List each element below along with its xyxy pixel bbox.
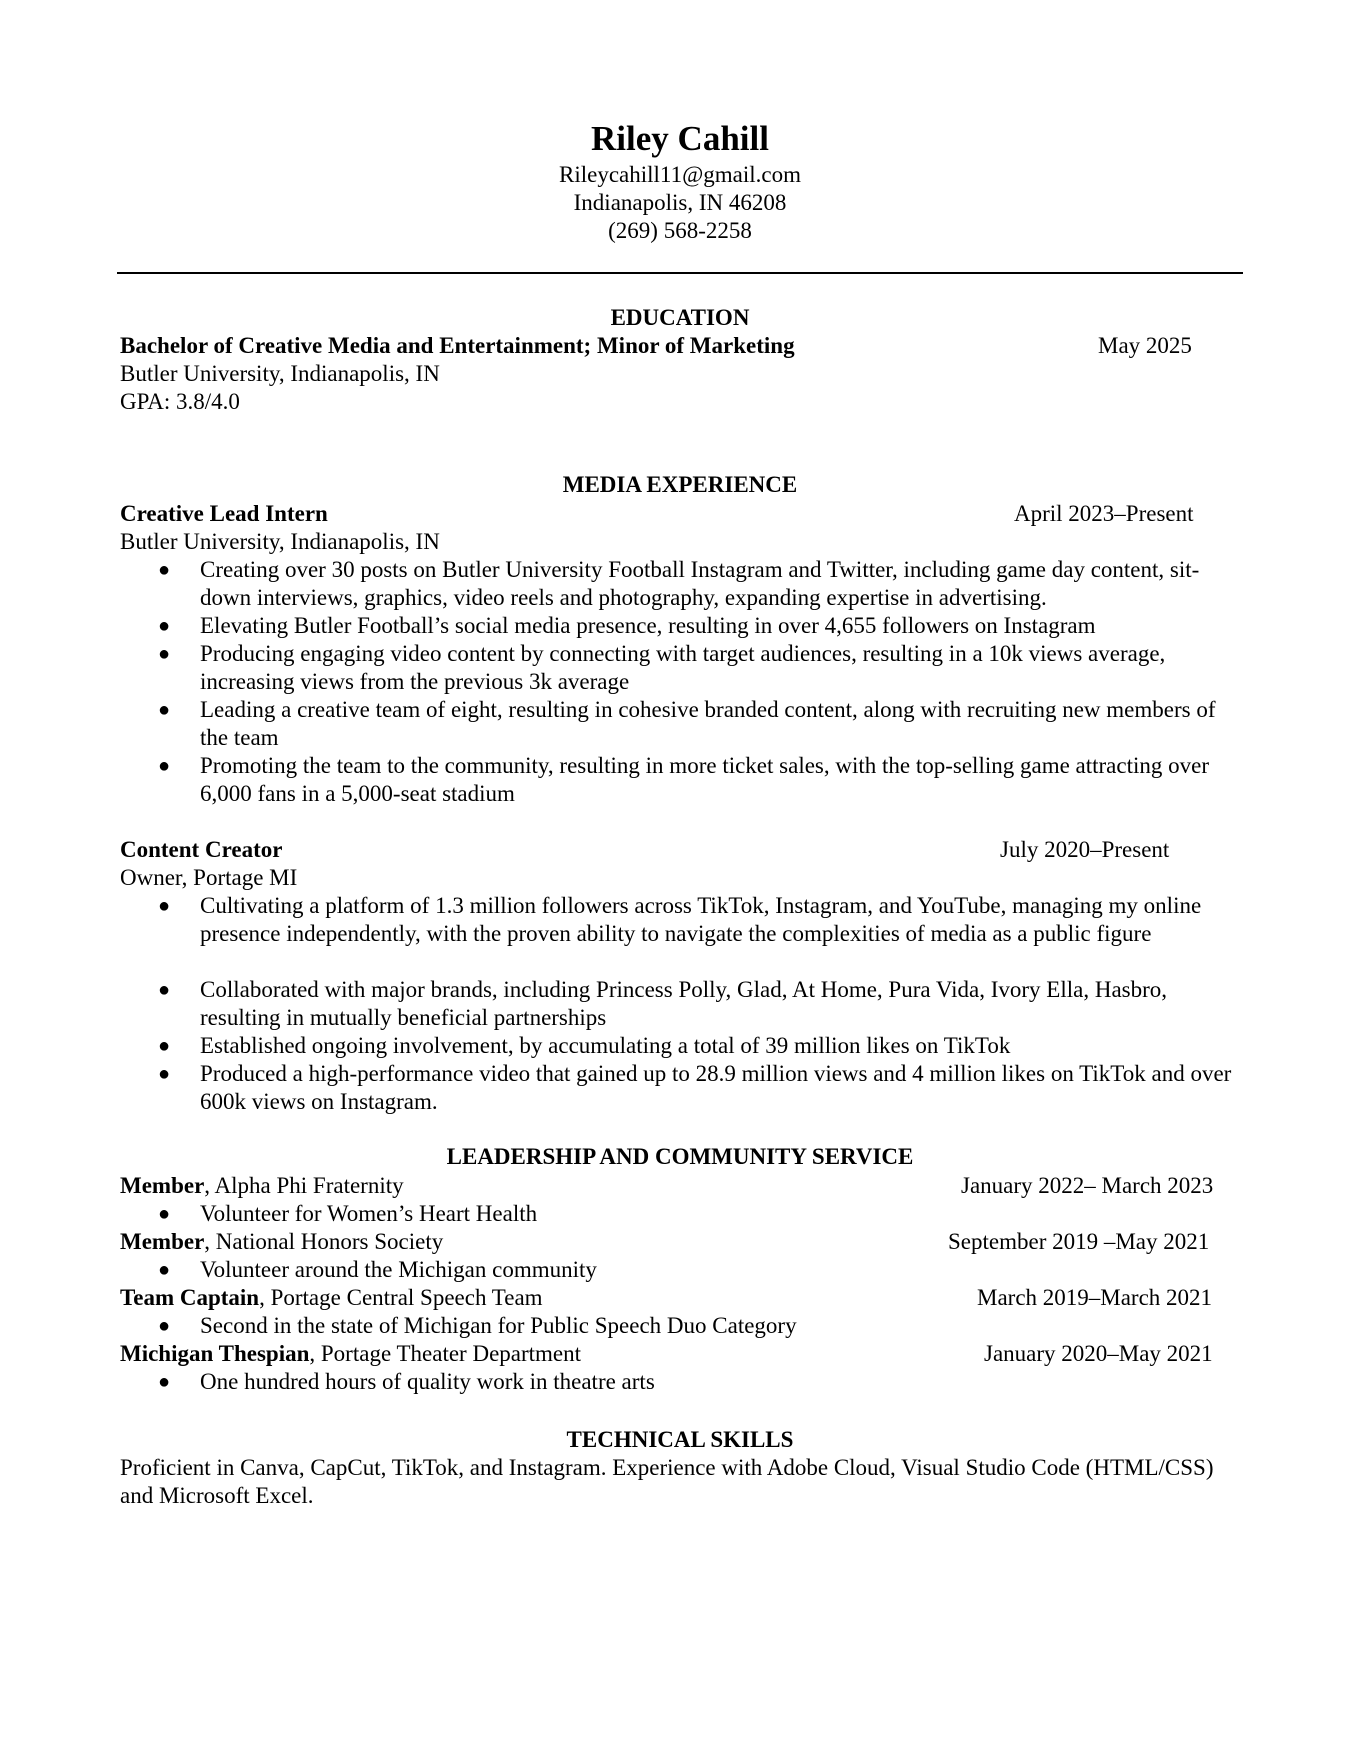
location: Indianapolis, IN 46208	[573, 190, 787, 215]
leadership-date: September 2019 –May 2021	[948, 1229, 1210, 1254]
school: Butler University, Indianapolis, IN	[120, 361, 440, 386]
media-experience-heading: MEDIA EXPERIENCE	[562, 472, 798, 497]
leadership-org: , National Honors Society	[204, 1229, 444, 1254]
bullet-icon: ●	[158, 559, 171, 581]
leadership-role: Michigan Thespian	[120, 1341, 310, 1366]
bullet-icon: ●	[158, 1315, 171, 1337]
candidate-name: Riley Cahill	[591, 119, 769, 158]
degree: Bachelor of Creative Media and Entertainment; Minor of Marketing	[120, 333, 795, 358]
leadership-heading: LEADERSHIP AND COMMUNITY SERVICE	[446, 1144, 914, 1169]
leadership-role: Member	[120, 1173, 205, 1198]
email: Rileycahill11@gmail.com	[559, 162, 801, 187]
bullet-icon: ●	[158, 979, 171, 1001]
job-org: Butler University, Indianapolis, IN	[120, 529, 440, 554]
bullet-icon: ●	[158, 643, 171, 665]
job-header	[120, 500, 1245, 528]
job-date: July 2020–Present	[1000, 837, 1170, 862]
bullet-icon: ●	[158, 1063, 171, 1085]
leadership-entry	[120, 1228, 1245, 1256]
bullet-icon: ●	[158, 1203, 171, 1225]
phone: (269) 568-2258	[608, 218, 752, 243]
leadership-entry	[120, 1340, 1245, 1368]
bullet-icon: ●	[158, 699, 171, 721]
bullet-icon: ●	[158, 895, 171, 917]
leadership-org: , Alpha Phi Fraternity	[204, 1173, 404, 1198]
leadership-entry	[120, 1284, 1245, 1312]
job-title: Content Creator	[120, 837, 283, 862]
leadership-entry	[120, 1172, 1245, 1200]
resume-page: Riley Cahill Rileycahill11@gmail.com Indianapolis, IN 46208 (269) 568-2258 EDUCATION Bachelor of Creative Media and Entertainment; Minor of Marketing May 2025 Butler University, Indianapolis, IN GPA: 3.8/4.0 MEDIA EXPERIENCE Creative Lead Intern April 2023–Present Butler University, Indianapolis, IN ● Creating over 30 posts on Butler University Football Instagram and Twitter, including game day content, sit-down interviews, graphics, video reels and photography, expanding expertise in advertising. ● Elevating Butler Football’s social media presence, resulting in over 4,655 followers on Instagram ● Producing engaging video content by connecting with target audiences, resulting in a 10k views average, increasing views from the previous 3k average ● Leading a creative team of eight, resulting in cohesive branded content, along with recruiting new members of the team ● Promoting the team to the community, resulting in more ticket sales, with the top-selling game attracting over 6,000 fans in a 5,000-seat stadium Content Creator July 2020–Present Owner, Portage MI ● Cultivating a platform of 1.3 million followers across TikTok, Instagram, and YouTube, managing my online presence independently, with the proven ability to navigate the complexities of media as a public figure ● Collaborated with major brands, including Princess Polly, Glad, At Home, Pura Vida, Ivory Ella, Hasbro, resulting in mutually beneficial partnerships ● Established ongoing involvement, by accumulating a total of 39 million likes on TikTok ● Produced a high-performance video that gained up to 28.9 million views and 4 million likes on TikTok and over 600k views on Instagram. LEADERSHIP AND COMMUNITY SERVICE Member, Alpha Phi Fraternity January 2022– March 2023 ● Volunteer for Women’s Heart Health Member, National Honors Society September 2019 –May 2021 ● Volunteer around the Michigan community Team Captain, Portage Central Speech Team March 2019–March 2021 ● Second in the state of Michigan for Public Speech Duo Category Michigan Thespian, Portage Theater Department January 2020–May 2021 ● One hundred hours of quality work in theatre arts TECHNICAL SKILLS Proficient in Canva, CapCut, TikTok, and Instagram. Experience with Adobe Cloud, Visual Studio Code (HTML/CSS) and Microsoft Excel.	[0, 0, 1360, 1760]
header-divider	[117, 272, 1243, 274]
bullet-icon: ●	[158, 1035, 171, 1057]
skills-text: Proficient in Canva, CapCut, TikTok, and Instagram. Experience with Adobe Cloud, Visual Studio Code (HTML/CSS) and Microsoft Excel.	[120, 1455, 1214, 1508]
bullet-icon: ●	[158, 1371, 171, 1393]
job-org: Owner, Portage MI	[120, 865, 298, 890]
education-heading: EDUCATION	[610, 305, 750, 330]
leadership-date: January 2020–May 2021	[984, 1341, 1213, 1366]
bullet-icon: ●	[158, 1259, 171, 1281]
degree-date: May 2025	[1098, 333, 1192, 358]
leadership-org: , Portage Central Speech Team	[259, 1285, 543, 1310]
leadership-org: , Portage Theater Department	[309, 1341, 582, 1366]
gpa: GPA: 3.8/4.0	[120, 389, 240, 414]
job-date: April 2023–Present	[1014, 501, 1194, 526]
leadership-date: January 2022– March 2023	[961, 1173, 1214, 1198]
job-header	[120, 836, 1245, 864]
skills-heading: TECHNICAL SKILLS	[566, 1427, 794, 1452]
bullet-icon: ●	[158, 615, 171, 637]
leadership-date: March 2019–March 2021	[977, 1285, 1213, 1310]
leadership-role: Team Captain	[120, 1285, 260, 1310]
education-degree-row	[120, 332, 1245, 360]
job-title: Creative Lead Intern	[120, 501, 328, 526]
bullet-icon: ●	[158, 755, 171, 777]
leadership-role: Member	[120, 1229, 205, 1254]
